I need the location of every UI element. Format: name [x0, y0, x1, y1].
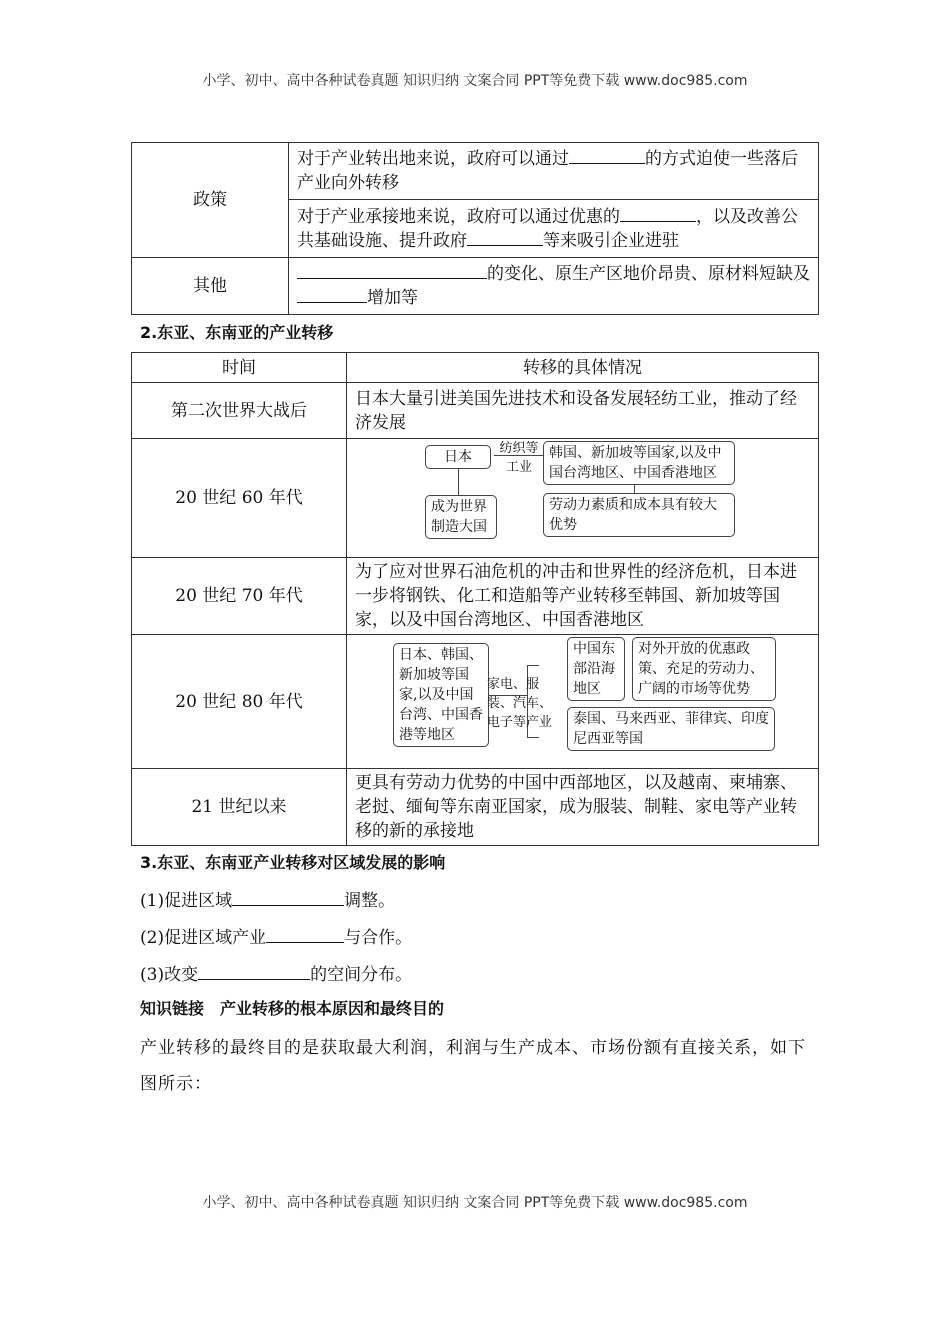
- diagram-60s: [347, 439, 819, 558]
- row-text: 为了应对世界石油危机的冲击和世界性的经济危机，日本进一步将钢铁、化工和造船等产业转移至韩国、新加坡等国家，以及中国台湾地区、中国香港地区: [347, 558, 819, 635]
- row-time: 20 世纪 60 年代: [132, 439, 347, 558]
- page-footer: 小学、初中、高中各种试卷真题 知识归纳 文案合同 PPT等免费下载 www.doc985.com: [202, 1195, 748, 1211]
- other-label: 其他: [132, 258, 289, 315]
- row-time: 第二次世界大战后: [132, 383, 347, 439]
- row-time: 21 世纪以来: [132, 769, 347, 846]
- box-east-china: 中国东部沿海地区: [567, 637, 625, 701]
- item-2: (2)促进区域产业 与合作。: [140, 928, 413, 948]
- header-time: 时间: [132, 353, 347, 383]
- box-southeast-asia: 泰国、马来西亚、菲律宾、印度尼西亚等国: [567, 707, 775, 751]
- row-time: 20 世纪 80 年代: [132, 635, 347, 769]
- arrow-label: 家电、服装、汽车、电子等产业: [487, 677, 553, 730]
- page-header: 小学、初中、高中各种试卷真题 知识归纳 文案合同 PPT等免费下载 www.doc985.com: [202, 73, 748, 89]
- policy-label: 政策: [132, 143, 289, 258]
- knowledge-link-text: 产业转移的最终目的是获取最大利润，利润与生产成本、市场份额有直接关系，如下图所示：: [140, 1038, 806, 1094]
- arrow-label: 纺织等工业: [499, 441, 539, 475]
- row-text: 更具有劳动力优势的中国中西部地区，以及越南、柬埔寨、老挝、缅甸等东南亚国家，成为服装、制鞋、家电等产业转移的新的承接地: [347, 769, 819, 846]
- item-1: (1)促进区域 调整。: [140, 891, 396, 911]
- row-time: 20 世纪 70 年代: [132, 558, 347, 635]
- section-2-heading: 2.东亚、东南亚的产业转移: [140, 323, 334, 342]
- box-japan: 日本: [425, 445, 491, 469]
- box-source: 日本、韩国、新加坡等国家,以及中国台湾、中国香港等地区: [393, 643, 489, 747]
- box-reason: 劳动力素质和成本具有较大优势: [543, 493, 735, 537]
- diagram-80s: [347, 635, 819, 769]
- factors-table: [131, 142, 819, 315]
- policy-cell-1: 对于产业转出地来说，政府可以通过 的方式迫使一些落后产业向外转移: [289, 143, 819, 200]
- box-east-china-reason: 对外开放的优惠政策、充足的劳动力、广阔的市场等优势: [632, 637, 776, 701]
- box-result: 成为世界制造大国: [425, 495, 497, 539]
- policy-cell-2: 对于产业承接地来说，政府可以通过优惠的 ，以及改善公共基础设施、提升政府 等来吸引企业进驻: [289, 200, 819, 258]
- other-cell: 的变化、原生产区地价昂贵、原材料短缺及增加等: [289, 258, 819, 315]
- knowledge-link-title: 知识链接 产业转移的根本原因和最终目的: [140, 999, 445, 1018]
- section-3-heading: 3.东亚、东南亚产业转移对区域发展的影响: [140, 853, 446, 872]
- box-destination: 韩国、新加坡等国家,以及中国台湾地区、中国香港地区: [543, 441, 735, 485]
- item-3: (3)改变 的空间分布。: [140, 965, 413, 985]
- row-text: 日本大量引进美国先进技术和设备发展轻纺工业，推动了经济发展: [347, 383, 819, 439]
- transfer-table: [131, 352, 819, 846]
- header-details: 转移的具体情况: [347, 353, 819, 383]
